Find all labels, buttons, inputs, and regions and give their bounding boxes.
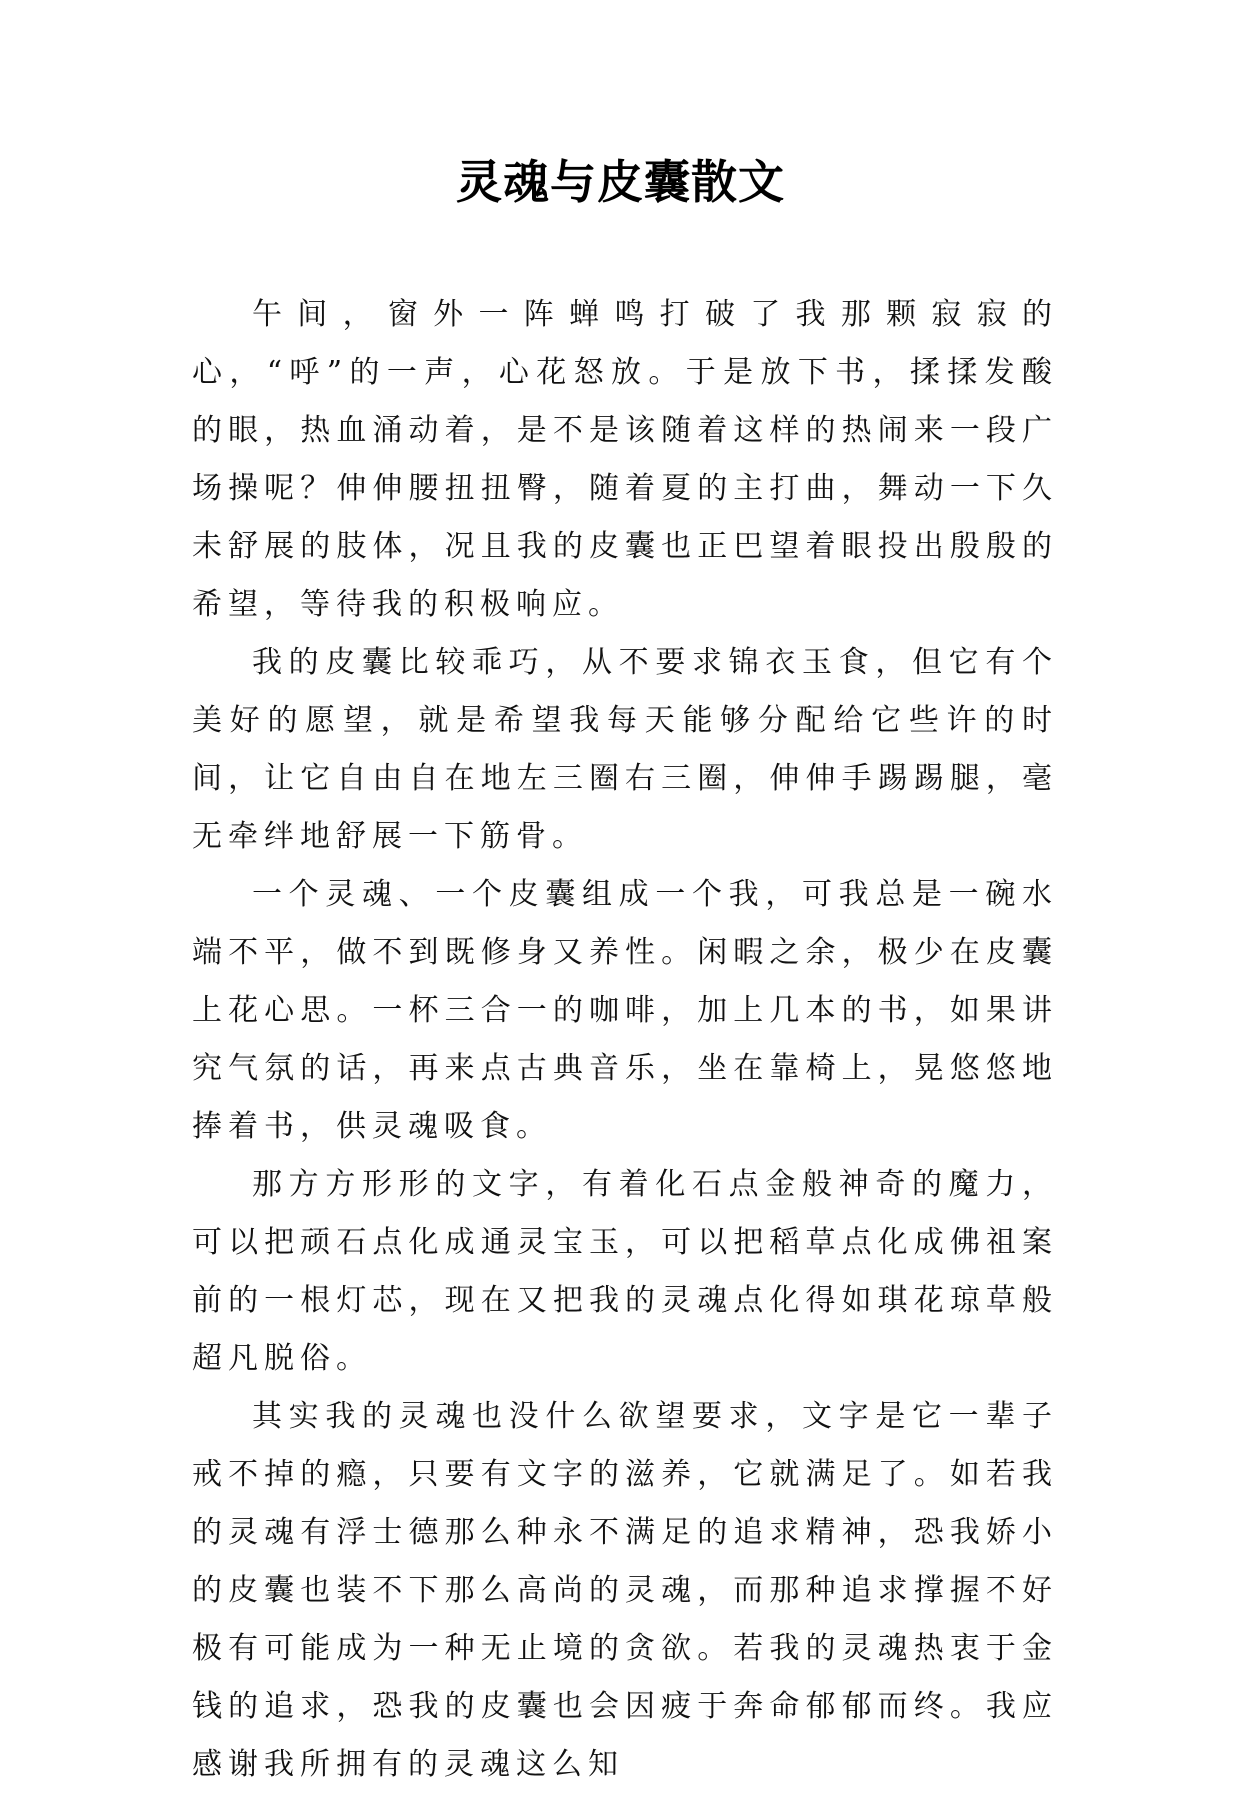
document-body bbox=[192, 286, 1058, 1794]
paragraph: 午间，窗外一阵蝉鸣打破了我那颗寂寂的心，“呼”的一声，心花怒放。于是放下书，揉揉发酸的眼，热血涌动着，是不是该随着这样的热闹来一段广场操呢？伸伸腰扭扭臀，随着夏的主打曲，舞动一下久未舒展的肢体，况且我的皮囊也正巴望着眼投出殷殷的希望，等待我的积极响应。 bbox=[192, 297, 1058, 622]
paragraph: 那方方形形的文字，有着化石点金般神奇的魔力，可以把顽石点化成通灵宝玉，可以把稻草点化成佛祖案前的一根灯芯，现在又把我的灵魂点化得如琪花琼草般超凡脱俗。 bbox=[192, 1167, 1058, 1376]
paragraph: 一个灵魂、一个皮囊组成一个我，可我总是一碗水端不平，做不到既修身又养性。闲暇之余，极少在皮囊上花心思。一杯三合一的咖啡，加上几本的书，如果讲究气氛的话，再来点古典音乐，坐在靠椅上，晃悠悠地捧着书，供灵魂吸食。 bbox=[192, 877, 1058, 1144]
document-title: 灵魂与皮囊散文 bbox=[456, 155, 785, 209]
paragraph: 我的皮囊比较乖巧，从不要求锦衣玉食，但它有个美好的愿望，就是希望我每天能够分配给它些许的时间，让它自由自在地左三圈右三圈，伸伸手踢踢腿，毫无牵绊地舒展一下筋骨。 bbox=[192, 645, 1058, 854]
paragraph: 其实我的灵魂也没什么欲望要求，文字是它一辈子戒不掉的瘾，只要有文字的滋养，它就满足了。如若我的灵魂有浮士德那么种永不满足的追求精神，恐我娇小的皮囊也装不下那么高尚的灵魂，而那种追求撑握不好极有可能成为一种无止境的贪欲。若我的灵魂热衷于金钱的追求，恐我的皮囊也会因疲于奔命郁郁而终。我应感谢我所拥有的灵魂这么知 bbox=[192, 1399, 1058, 1782]
